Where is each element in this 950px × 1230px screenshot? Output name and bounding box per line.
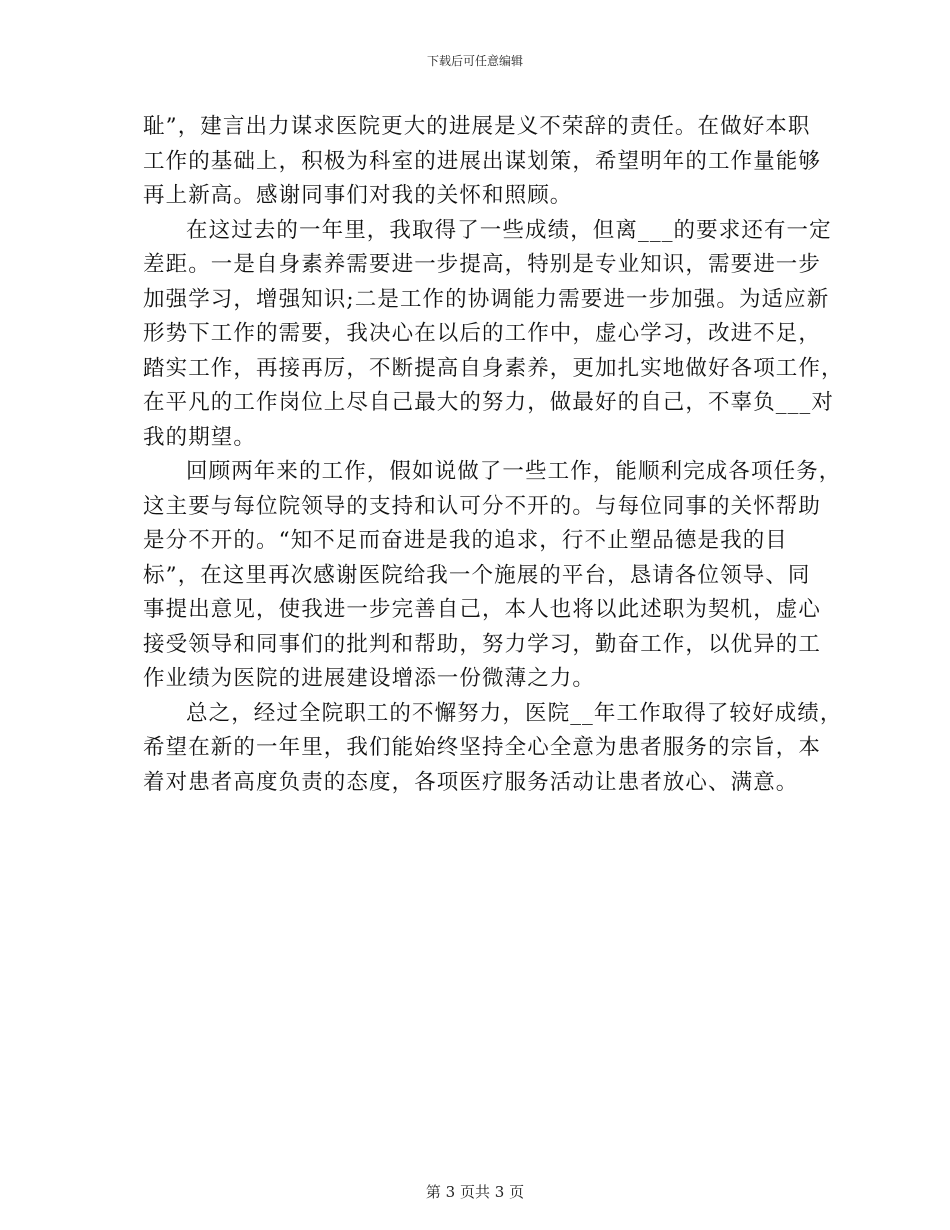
text-line: 标”，在这里再次感谢医院给我一个施展的平台，恳请各位领导、同 <box>143 562 811 588</box>
text-line: 我的期望。 <box>143 424 257 450</box>
text-line: 差距。一是自身素养需要进一步提高，特别是专业知识，需要进一步 <box>143 252 822 277</box>
text-line: 总之，经过全院职工的不懈努力，医院__年工作取得了较好成绩， <box>186 700 843 726</box>
text-line: 形势下工作的需要，我决心在以后的工作中，虚心学习，改进不足， <box>143 321 822 346</box>
text-line: 希望在新的一年里，我们能始终坚持全心全意为患者服务的宗旨，本 <box>143 735 822 760</box>
text-line: 耻”，建言出力谋求医院更大的进展是义不荣辞的责任。在做好本职 <box>143 114 811 139</box>
text-line: 作业绩为医院的进展建设增添一份微薄之力。 <box>143 666 596 691</box>
text-line: 这主要与每位院领导的支持和认可分不开的。与每位同事的关怀帮助 <box>143 493 822 519</box>
text-line: 是分不开的。“知不足而奋进是我的追求，行不止塑品德是我的目 <box>143 528 788 553</box>
text-line: 着对患者高度负责的态度，各项医疗服务活动让患者放心、满意。 <box>143 769 799 795</box>
page-number-footer: 第 3 页共 3 页 <box>425 1183 525 1201</box>
text-line: 在平凡的工作岗位上尽自己最大的努力，做最好的自己，不辜负___对 <box>143 390 834 415</box>
text-line: 回顾两年来的工作，假如说做了一些工作，能顺利完成各项任务， <box>186 459 842 484</box>
document-body <box>143 110 844 800</box>
text-line: 踏实工作，再接再厉，不断提高自身素养，更加扎实地做好各项工作， <box>143 355 844 381</box>
text-line: 事提出意见，使我进一步完善自己，本人也将以此述职为契机，虚心 <box>143 597 822 622</box>
text-line: 再上新高。感谢同事们对我的关怀和照顾。 <box>143 183 573 208</box>
text-line: 接受领导和同事们的批判和帮助，努力学习，勤奋工作，以优异的工 <box>143 631 822 657</box>
text-line: 加强学习，增强知识;二是工作的协调能力需要进一步加强。为适应新 <box>143 286 830 312</box>
text-line: 在这过去的一年里，我取得了一些成绩，但离___的要求还有一定 <box>186 217 832 243</box>
text-line: 工作的基础上，积极为科室的进展出谋划策，希望明年的工作量能够 <box>143 148 822 174</box>
page-header-note: 下载后可任意编辑 <box>426 54 523 68</box>
